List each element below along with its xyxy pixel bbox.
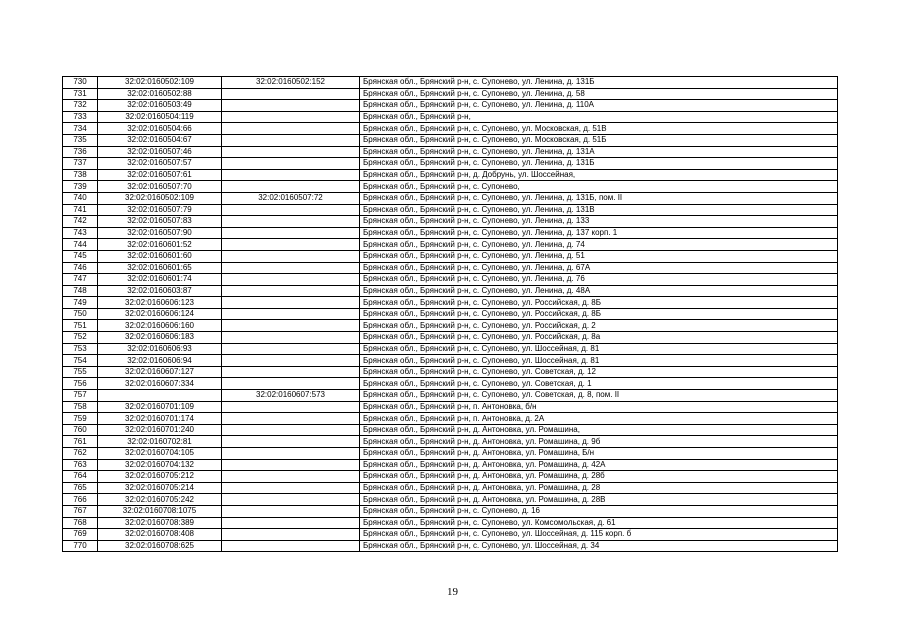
address-cell: Брянская обл., Брянский р-н, с. Супонево, ул. Московская, д. 51Б — [360, 134, 838, 146]
table-row — [63, 250, 838, 262]
address-cell: Брянская обл., Брянский р-н, с. Супонево, ул. Ленина, д. 67А — [360, 262, 838, 274]
address-cell: Брянская обл., Брянский р-н, с. Супонево, ул. Ленина, д. 131Б, пом. II — [360, 192, 838, 204]
table-row — [63, 494, 838, 506]
address-cell: Брянская обл., Брянский р-н, д. Антоновка, ул. Ромашина, д. 28б — [360, 471, 838, 483]
row-number-cell: 731 — [63, 88, 98, 100]
table-row — [63, 505, 838, 517]
data-table — [62, 76, 838, 552]
building-cadastral-number-cell — [222, 169, 360, 181]
row-number-cell: 739 — [63, 181, 98, 193]
address-cell: Брянская обл., Брянский р-н, с. Супонево, д. 16 — [360, 505, 838, 517]
row-number-cell: 740 — [63, 192, 98, 204]
table-row — [63, 274, 838, 286]
address-cell: Брянская обл., Брянский р-н, д. Антоновка, ул. Ромашина, — [360, 424, 838, 436]
row-number-cell: 737 — [63, 158, 98, 170]
table-row — [63, 471, 838, 483]
address-cell: Брянская обл., Брянский р-н, п. Антоновка, б/н — [360, 401, 838, 413]
address-cell: Брянская обл., Брянский р-н, с. Супонево, ул. Советская, д. 1 — [360, 378, 838, 390]
address-cell: Брянская обл., Брянский р-н, с. Супонево, ул. Комсомольская, д. 61 — [360, 517, 838, 529]
cadastral-number-cell: 32:02:0160606:93 — [98, 343, 222, 355]
cadastral-number-cell: 32:02:0160704:105 — [98, 448, 222, 460]
table-row — [63, 517, 838, 529]
row-number-cell: 768 — [63, 517, 98, 529]
address-cell: Брянская обл., Брянский р-н, с. Супонево, ул. Ленина, д. 137 корп. 1 — [360, 227, 838, 239]
row-number-cell: 754 — [63, 355, 98, 367]
building-cadastral-number-cell — [222, 181, 360, 193]
cadastral-number-cell: 32:02:0160601:65 — [98, 262, 222, 274]
building-cadastral-number-cell — [222, 100, 360, 112]
row-number-cell: 747 — [63, 274, 98, 286]
building-cadastral-number-cell — [222, 343, 360, 355]
building-cadastral-number-cell — [222, 204, 360, 216]
address-cell: Брянская обл., Брянский р-н, с. Супонево, ул. Шоссейная, д. 115 корп. б — [360, 529, 838, 541]
address-cell: Брянская обл., Брянский р-н, с. Супонево, ул. Ленина, д. 110А — [360, 100, 838, 112]
row-number-cell: 741 — [63, 204, 98, 216]
address-cell: Брянская обл., Брянский р-н, с. Супонево, — [360, 181, 838, 193]
building-cadastral-number-cell — [222, 123, 360, 135]
table-row — [63, 378, 838, 390]
row-number-cell: 749 — [63, 297, 98, 309]
cadastral-number-cell: 32:02:0160708:1075 — [98, 505, 222, 517]
address-cell: Брянская обл., Брянский р-н, д. Антоновка, ул. Ромашина, Б/н — [360, 448, 838, 460]
cadastral-number-cell: 32:02:0160705:212 — [98, 471, 222, 483]
building-cadastral-number-cell — [222, 482, 360, 494]
address-cell: Брянская обл., Брянский р-н, с. Супонево, ул. Российская, д. 8Б — [360, 297, 838, 309]
table-row — [63, 111, 838, 123]
table-row — [63, 88, 838, 100]
cadastral-number-cell: 32:02:0160607:334 — [98, 378, 222, 390]
table-row — [63, 448, 838, 460]
cadastral-number-cell: 32:02:0160606:94 — [98, 355, 222, 367]
building-cadastral-number-cell — [222, 505, 360, 517]
building-cadastral-number-cell — [222, 262, 360, 274]
row-number-cell: 743 — [63, 227, 98, 239]
table-row — [63, 459, 838, 471]
building-cadastral-number-cell — [222, 274, 360, 286]
building-cadastral-number-cell — [222, 250, 360, 262]
table-row — [63, 239, 838, 251]
address-cell: Брянская обл., Брянский р-н, с. Супонево, ул. Ленина, д. 51 — [360, 250, 838, 262]
building-cadastral-number-cell — [222, 308, 360, 320]
table-row — [63, 204, 838, 216]
row-number-cell: 766 — [63, 494, 98, 506]
row-number-cell: 746 — [63, 262, 98, 274]
row-number-cell: 734 — [63, 123, 98, 135]
row-number-cell: 745 — [63, 250, 98, 262]
building-cadastral-number-cell — [222, 494, 360, 506]
building-cadastral-number-cell — [222, 448, 360, 460]
address-cell: Брянская обл., Брянский р-н, с. Супонево, ул. Шоссейная, д. 81 — [360, 355, 838, 367]
cadastral-number-cell: 32:02:0160507:90 — [98, 227, 222, 239]
address-cell: Брянская обл., Брянский р-н, с. Супонево, ул. Московская, д. 51В — [360, 123, 838, 135]
building-cadastral-number-cell — [222, 285, 360, 297]
cadastral-number-cell: 32:02:0160502:109 — [98, 77, 222, 89]
address-cell: Брянская обл., Брянский р-н, с. Супонево, ул. Советская, д. 12 — [360, 366, 838, 378]
cadastral-number-cell: 32:02:0160606:183 — [98, 332, 222, 344]
cadastral-number-cell: 32:02:0160702:81 — [98, 436, 222, 448]
building-cadastral-number-cell — [222, 239, 360, 251]
cadastral-number-cell: 32:02:0160504:67 — [98, 134, 222, 146]
table-row — [63, 158, 838, 170]
table-row — [63, 343, 838, 355]
building-cadastral-number-cell — [222, 111, 360, 123]
table-row — [63, 540, 838, 552]
building-cadastral-number-cell — [222, 378, 360, 390]
table-row — [63, 216, 838, 228]
row-number-cell: 764 — [63, 471, 98, 483]
table-row — [63, 192, 838, 204]
table-row — [63, 181, 838, 193]
building-cadastral-number-cell — [222, 332, 360, 344]
building-cadastral-number-cell — [222, 297, 360, 309]
building-cadastral-number-cell — [222, 401, 360, 413]
row-number-cell: 757 — [63, 390, 98, 402]
row-number-cell: 733 — [63, 111, 98, 123]
table-row — [63, 332, 838, 344]
building-cadastral-number-cell: 32:02:0160502:152 — [222, 77, 360, 89]
address-cell: Брянская обл., Брянский р-н, с. Супонево, ул. Шоссейная, д. 34 — [360, 540, 838, 552]
building-cadastral-number-cell — [222, 529, 360, 541]
cadastral-number-cell: 32:02:0160504:66 — [98, 123, 222, 135]
row-number-cell: 763 — [63, 459, 98, 471]
cadastral-number-cell: 32:02:0160507:79 — [98, 204, 222, 216]
cadastral-number-cell: 32:02:0160601:52 — [98, 239, 222, 251]
building-cadastral-number-cell — [222, 471, 360, 483]
row-number-cell: 758 — [63, 401, 98, 413]
cadastral-number-cell: 32:02:0160704:132 — [98, 459, 222, 471]
building-cadastral-number-cell — [222, 424, 360, 436]
cadastral-number-cell: 32:02:0160507:83 — [98, 216, 222, 228]
table-row — [63, 390, 838, 402]
cadastral-number-cell: 32:02:0160705:242 — [98, 494, 222, 506]
table-row — [63, 424, 838, 436]
row-number-cell: 765 — [63, 482, 98, 494]
table-row — [63, 482, 838, 494]
cadastral-number-cell: 32:02:0160606:123 — [98, 297, 222, 309]
table-row — [63, 355, 838, 367]
table-row — [63, 413, 838, 425]
address-cell: Брянская обл., Брянский р-н, д. Антоновка, ул. Ромашина, д. 9б — [360, 436, 838, 448]
cadastral-number-cell: 32:02:0160503:49 — [98, 100, 222, 112]
table-row — [63, 297, 838, 309]
cadastral-number-cell: 32:02:0160701:174 — [98, 413, 222, 425]
row-number-cell: 769 — [63, 529, 98, 541]
row-number-cell: 735 — [63, 134, 98, 146]
address-cell: Брянская обл., Брянский р-н, с. Супонево, ул. Ленина, д. 48А — [360, 285, 838, 297]
row-number-cell: 742 — [63, 216, 98, 228]
building-cadastral-number-cell — [222, 355, 360, 367]
cadastral-number-cell: 32:02:0160507:70 — [98, 181, 222, 193]
address-cell: Брянская обл., Брянский р-н, д. Антоновка, ул. Ромашина, д. 28В — [360, 494, 838, 506]
building-cadastral-number-cell — [222, 436, 360, 448]
building-cadastral-number-cell — [222, 413, 360, 425]
address-cell: Брянская обл., Брянский р-н, с. Супонево, ул. Ленина, д. 76 — [360, 274, 838, 286]
table-row — [63, 77, 838, 89]
row-number-cell: 762 — [63, 448, 98, 460]
building-cadastral-number-cell — [222, 134, 360, 146]
address-cell: Брянская обл., Брянский р-н, с. Супонево, ул. Российская, д. 2 — [360, 320, 838, 332]
row-number-cell: 751 — [63, 320, 98, 332]
row-number-cell: 770 — [63, 540, 98, 552]
cadastral-number-cell: 32:02:0160507:46 — [98, 146, 222, 158]
cadastral-number-cell: 32:02:0160502:109 — [98, 192, 222, 204]
table-row — [63, 146, 838, 158]
address-cell: Брянская обл., Брянский р-н, с. Супонево, ул. Ленина, д. 131А — [360, 146, 838, 158]
address-cell: Брянская обл., Брянский р-н, с. Супонево, ул. Ленина, д. 74 — [360, 239, 838, 251]
row-number-cell: 755 — [63, 366, 98, 378]
cadastral-number-cell: 32:02:0160701:240 — [98, 424, 222, 436]
address-cell: Брянская обл., Брянский р-н, с. Супонево, ул. Ленина, д. 131Б — [360, 158, 838, 170]
row-number-cell: 756 — [63, 378, 98, 390]
table-row — [63, 308, 838, 320]
cadastral-number-cell: 32:02:0160601:74 — [98, 274, 222, 286]
building-cadastral-number-cell — [222, 227, 360, 239]
row-number-cell: 752 — [63, 332, 98, 344]
building-cadastral-number-cell: 32:02:0160507:72 — [222, 192, 360, 204]
table-row — [63, 134, 838, 146]
cadastral-number-cell: 32:02:0160504:119 — [98, 111, 222, 123]
cadastral-number-cell: 32:02:0160708:389 — [98, 517, 222, 529]
row-number-cell: 736 — [63, 146, 98, 158]
address-cell: Брянская обл., Брянский р-н, с. Супонево, ул. Советская, д. 8, пом. II — [360, 390, 838, 402]
cadastral-number-cell: 32:02:0160507:61 — [98, 169, 222, 181]
table-row — [63, 401, 838, 413]
address-cell: Брянская обл., Брянский р-н, с. Супонево, ул. Ленина, д. 131В — [360, 204, 838, 216]
address-cell: Брянская обл., Брянский р-н, д. Добрунь, ул. Шоссейная, — [360, 169, 838, 181]
address-cell: Брянская обл., Брянский р-н, п. Антоновка, д. 2А — [360, 413, 838, 425]
table-row — [63, 285, 838, 297]
building-cadastral-number-cell — [222, 146, 360, 158]
cadastral-number-cell: 32:02:0160708:408 — [98, 529, 222, 541]
cadastral-number-cell: 32:02:0160507:57 — [98, 158, 222, 170]
building-cadastral-number-cell — [222, 459, 360, 471]
address-cell: Брянская обл., Брянский р-н, с. Супонево, ул. Ленина, д. 131Б — [360, 77, 838, 89]
table-row — [63, 320, 838, 332]
row-number-cell: 759 — [63, 413, 98, 425]
table-row — [63, 169, 838, 181]
table-row — [63, 262, 838, 274]
building-cadastral-number-cell — [222, 540, 360, 552]
row-number-cell: 738 — [63, 169, 98, 181]
row-number-cell: 767 — [63, 505, 98, 517]
cadastral-number-cell: 32:02:0160606:160 — [98, 320, 222, 332]
address-cell: Брянская обл., Брянский р-н, с. Супонево, ул. Российская, д. 8Б — [360, 308, 838, 320]
building-cadastral-number-cell — [222, 158, 360, 170]
cadastral-number-cell: 32:02:0160705:214 — [98, 482, 222, 494]
row-number-cell: 750 — [63, 308, 98, 320]
table-row — [63, 436, 838, 448]
building-cadastral-number-cell — [222, 216, 360, 228]
address-cell: Брянская обл., Брянский р-н, с. Супонево, ул. Ленина, д. 133 — [360, 216, 838, 228]
building-cadastral-number-cell — [222, 366, 360, 378]
address-cell: Брянская обл., Брянский р-н, д. Антоновка, ул. Ромашина, д. 28 — [360, 482, 838, 494]
building-cadastral-number-cell — [222, 88, 360, 100]
row-number-cell: 730 — [63, 77, 98, 89]
address-cell: Брянская обл., Брянский р-н, с. Супонево, ул. Российская, д. 8а — [360, 332, 838, 344]
cadastral-number-cell: 32:02:0160708:625 — [98, 540, 222, 552]
cadastral-number-cell: 32:02:0160606:124 — [98, 308, 222, 320]
row-number-cell: 748 — [63, 285, 98, 297]
address-cell: Брянская обл., Брянский р-н, с. Супонево, ул. Шоссейная, д. 81 — [360, 343, 838, 355]
cadastral-number-cell: 32:02:0160701:109 — [98, 401, 222, 413]
row-number-cell: 732 — [63, 100, 98, 112]
page-number: 19 — [447, 586, 458, 598]
table-body — [63, 77, 838, 552]
building-cadastral-number-cell — [222, 320, 360, 332]
cadastral-number-cell — [98, 390, 222, 402]
cadastral-number-cell: 32:02:0160603:87 — [98, 285, 222, 297]
table-row — [63, 227, 838, 239]
row-number-cell: 744 — [63, 239, 98, 251]
row-number-cell: 761 — [63, 436, 98, 448]
address-cell: Брянская обл., Брянский р-н, — [360, 111, 838, 123]
table-row — [63, 529, 838, 541]
building-cadastral-number-cell: 32:02:0160607:573 — [222, 390, 360, 402]
cadastral-number-cell: 32:02:0160502:88 — [98, 88, 222, 100]
address-cell: Брянская обл., Брянский р-н, с. Супонево, ул. Ленина, д. 58 — [360, 88, 838, 100]
table-row — [63, 100, 838, 112]
address-cell: Брянская обл., Брянский р-н, д. Антоновка, ул. Ромашина, д. 42А — [360, 459, 838, 471]
row-number-cell: 753 — [63, 343, 98, 355]
row-number-cell: 760 — [63, 424, 98, 436]
table-row — [63, 366, 838, 378]
cadastral-number-cell: 32:02:0160601:60 — [98, 250, 222, 262]
building-cadastral-number-cell — [222, 517, 360, 529]
cadastral-number-cell: 32:02:0160607:127 — [98, 366, 222, 378]
table-row — [63, 123, 838, 135]
